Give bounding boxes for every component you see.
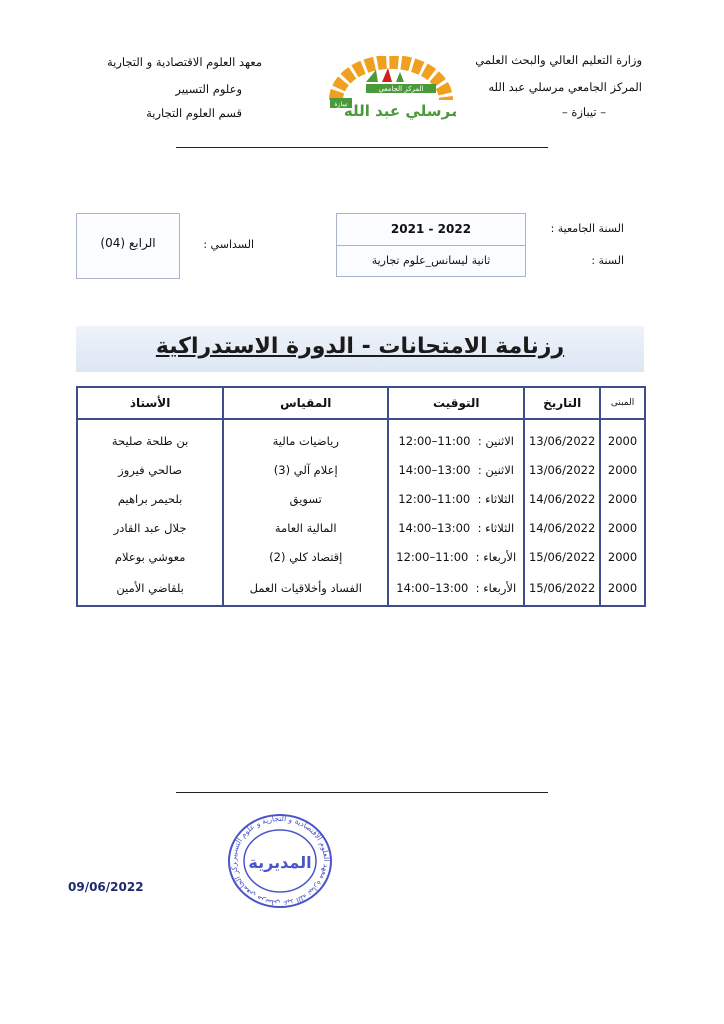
institute-name: معهد العلوم الاقتصادية و التجارية (106, 55, 262, 69)
table-row (77, 484, 645, 513)
table-row (77, 419, 645, 455)
cell-time (388, 455, 524, 484)
institute-subtitle: وعلوم التسيير (175, 82, 242, 96)
cell-teacher: بلقاضي الأمين (77, 571, 223, 606)
cell-hours: 13:00–14:00 (396, 581, 469, 595)
table-header-row (77, 387, 645, 419)
cell-teacher: معوشي بوعلام (77, 542, 223, 571)
academic-year-value: 2022 - 2021 (390, 222, 472, 236)
title-band (76, 326, 644, 372)
cell-hours: 13:00–14:00 (398, 520, 471, 535)
table-row (77, 513, 645, 542)
cell-time (388, 419, 524, 455)
year-box (336, 213, 526, 277)
academic-year-label: السنة الجامعية : (550, 222, 624, 235)
cell-date: 14/06/2022 (524, 513, 600, 542)
semester-value: الرابع (04) (100, 236, 156, 250)
cell-teacher: جلال عبد القادر (77, 513, 223, 542)
logo-top-text: المركز الجامعي (378, 85, 424, 93)
cell-time (388, 542, 524, 571)
cell-module: الفساد وأخلاقيات العمل (223, 571, 388, 606)
cell-day: الثلاثاء : (477, 520, 515, 535)
cell-date: 13/06/2022 (524, 455, 600, 484)
cell-module: إقتصاد كلي (2) (223, 542, 388, 571)
cell-hours: 13:00–14:00 (398, 462, 471, 477)
col-header-building: المبنى (600, 387, 645, 419)
header-divider (176, 147, 548, 148)
stamp-ring-text: ركز الجامعي مرسلي عبد الله تيبازة معهد العلوم الاقتصادية و التجارية و علوم التسيير (228, 813, 332, 909)
city-name: – تيبازة – (561, 105, 606, 119)
col-header-module: المقياس (223, 387, 388, 419)
level-value: ثانية ليسانس_علوم تجارية (371, 254, 491, 267)
cell-time (388, 571, 524, 606)
cell-building: 2000 (600, 419, 645, 455)
cell-module: رياضيات مالية (223, 419, 388, 455)
cell-module: المالية العامة (223, 513, 388, 542)
cell-hours: 11:00–12:00 (396, 549, 469, 564)
cell-building: 2000 (600, 542, 645, 571)
cell-module: إعلام آلي (3) (223, 455, 388, 484)
cell-teacher: بلحيمر براهيم (77, 484, 223, 513)
cell-hours: 11:00–12:00 (398, 491, 471, 506)
table-row (77, 455, 645, 484)
logo-main-text: مرسلي عبد الله (343, 102, 456, 120)
col-header-date: التاريخ (524, 387, 600, 419)
cell-day: الأربعاء : (475, 549, 517, 564)
cell-teacher: صالحي فيروز (77, 455, 223, 484)
logo-city-text: تيبازة (334, 101, 348, 108)
university-logo (326, 56, 456, 122)
university-center-name: المركز الجامعي مرسلي عبد الله (488, 80, 642, 94)
cell-building: 2000 (600, 513, 645, 542)
cell-day: الاثنين : (477, 433, 515, 448)
semester-box (76, 213, 180, 279)
cell-building: 2000 (600, 571, 645, 606)
cell-date: 13/06/2022 (524, 419, 600, 455)
table-row (77, 542, 645, 571)
col-header-teacher: الأستاذ (77, 387, 223, 419)
cell-teacher: بن طلحة صليحة (77, 419, 223, 455)
signature-date: 09/06/2022 (68, 880, 144, 894)
cell-time (388, 513, 524, 542)
cell-hours: 11:00–12:00 (398, 433, 471, 448)
page-title: رزنامة الامتحانات - الدورة الاستدراكية (155, 334, 565, 359)
cell-time (388, 484, 524, 513)
cell-day: الثلاثاء : (477, 491, 515, 506)
table-row (77, 571, 645, 606)
col-header-time: التوقيت (388, 387, 524, 419)
cell-module: تسويق (223, 484, 388, 513)
cell-building: 2000 (600, 484, 645, 513)
official-stamp (226, 812, 334, 910)
footer-divider (176, 792, 548, 793)
level-label: السنة : (591, 254, 624, 267)
ministry-name: وزارة التعليم العالي والبحث العلمي (475, 53, 642, 67)
department-name: قسم العلوم التجارية (146, 106, 242, 120)
exam-schedule-table (76, 386, 646, 607)
cell-date: 14/06/2022 (524, 484, 600, 513)
semester-label: السداسي : (203, 238, 254, 251)
cell-day: الاثنين : (477, 462, 515, 477)
cell-date: 15/06/2022 (524, 571, 600, 606)
cell-date: 15/06/2022 (524, 542, 600, 571)
cell-building: 2000 (600, 455, 645, 484)
cell-day: الأربعاء : (475, 581, 517, 595)
stamp-center-text: المديرية (248, 853, 312, 872)
